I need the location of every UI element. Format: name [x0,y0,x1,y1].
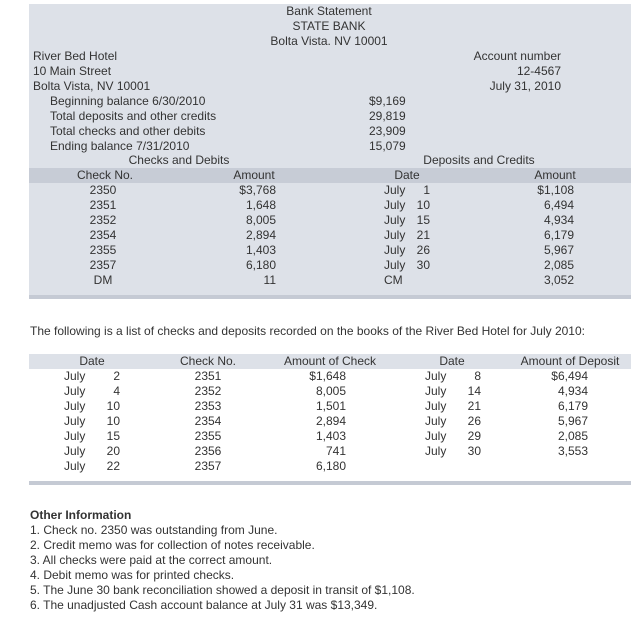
book-check-amount: 2,894 [315,414,346,428]
other-info-item: 6. The unadjusted Cash account balance at July 31 was $13,349. [30,598,378,612]
checks-debits-title: Checks and Debits [128,153,230,167]
book-deposit-day: 21 [467,399,481,413]
check-number: 2351 [89,198,117,212]
check-amount: $3,768 [239,183,276,197]
deposits-credits-amount-column [508,183,574,288]
book-check-date [64,414,124,429]
deposit-amount: 5,967 [543,243,574,257]
deposit-date [384,243,444,258]
book-deposit-amount: 5,967 [557,414,588,428]
book-check-day: 2 [113,369,120,383]
deposit-day: 10 [416,198,430,212]
deposit-date [384,213,444,228]
account-number-label: Account number [473,49,561,63]
deposit-amount: 2,085 [543,258,574,272]
book-deposit-month: July [425,444,447,458]
deposit-month: CM [384,273,403,287]
other-info-item: 2. Credit memo was for collection of notes receivable. [30,538,315,552]
checks-debits-amount-column [208,183,276,288]
book-deposit-month: July [425,369,447,383]
book-check-date [64,429,124,444]
deposit-month: July [384,198,406,212]
book-check-date [64,444,124,459]
books-deposit-date-column [425,369,485,459]
book-deposit-date [425,399,485,414]
deposit-date [384,183,444,198]
books-check-number-column [178,369,238,474]
checks-debits-col-check: Check No. [76,168,134,182]
book-deposit-date [425,384,485,399]
bank-title: Bank Statement [286,4,372,18]
other-info-item: 4. Debit memo was for printed checks. [30,568,235,582]
other-info-item: 5. The June 30 bank reconciliation showed a deposit in transit of $1,108. [30,583,415,597]
book-deposit-day: 14 [467,384,481,398]
book-deposit-day: 8 [474,369,481,383]
deposit-amount: $1,108 [537,183,574,197]
bank-name: STATE BANK [292,19,366,33]
book-deposit-date [425,444,485,459]
account-number: 12-4567 [516,64,561,78]
books-deposit-amount-column [520,369,588,459]
check-number: 2350 [89,183,117,197]
check-number: 2352 [89,213,117,227]
customer-city: Bolta Vista, NV 10001 [33,79,151,93]
other-info-item: 1. Check no. 2350 was outstanding from June. [30,523,278,537]
book-deposit-month: July [425,414,447,428]
check-amount: 1,648 [245,198,276,212]
book-check-day: 10 [106,399,120,413]
check-amount: 1,403 [245,243,276,257]
books-check-amount-column [278,369,346,474]
deposit-month: July [384,183,406,197]
summary-values [369,94,406,154]
summary-label: Total checks and other debits [50,124,206,138]
books-col-amount-deposit: Amount of Deposit [520,354,620,368]
deposits-credits-title: Deposits and Credits [423,153,535,167]
book-check-date [64,459,124,474]
book-check-amount: $1,648 [309,369,346,383]
book-deposit-month: July [425,399,447,413]
book-deposit-date [425,429,485,444]
book-check-date [64,369,124,384]
book-deposit-date [425,369,485,384]
deposit-amount: 6,494 [543,198,574,212]
check-amount: 2,894 [245,228,276,242]
deposit-day: 1 [423,183,430,197]
books-col-deposit-date: Date [439,354,465,368]
deposit-day: 21 [416,228,430,242]
books-col-check-no: Check No. [179,354,237,368]
deposit-date [384,198,444,213]
book-check-month: July [64,369,86,383]
summary-value: 23,909 [369,124,406,138]
deposit-day: 26 [416,243,430,257]
books-separator [29,481,631,485]
summary-value: $9,169 [369,94,406,108]
book-deposit-amount: 3,553 [557,444,588,458]
book-deposit-amount: 2,085 [557,429,588,443]
book-check-month: July [64,459,86,473]
book-check-month: July [64,444,86,458]
deposit-day: 15 [416,213,430,227]
check-amount: 8,005 [245,213,276,227]
deposit-month: July [384,258,406,272]
other-info-title: Other Information [30,508,132,522]
deposit-month: July [384,213,406,227]
book-deposit-day: 26 [467,414,481,428]
deposit-amount: 6,179 [543,228,574,242]
book-check-number: 2356 [194,444,222,458]
summary-label: Ending balance 7/31/2010 [50,139,190,153]
deposit-month: July [384,243,406,257]
book-check-day: 20 [106,444,120,458]
book-check-amount: 6,180 [315,459,346,473]
summary-labels [50,94,216,154]
statement-separator [29,295,631,299]
bank-address: Bolta Vista. NV 10001 [270,34,388,48]
customer-name: River Bed Hotel [33,49,118,63]
book-check-amount: 8,005 [315,384,346,398]
book-check-number: 2352 [194,384,222,398]
book-check-date [64,384,124,399]
summary-label: Beginning balance 6/30/2010 [50,94,206,108]
book-check-date [64,399,124,414]
book-check-number: 2355 [194,429,222,443]
book-check-day: 22 [106,459,120,473]
book-check-month: July [64,414,86,428]
book-deposit-day: 29 [467,429,481,443]
check-number: 2354 [89,228,117,242]
book-check-number: 2351 [194,369,222,383]
check-number: 2355 [89,243,117,257]
book-deposit-amount: 6,179 [557,399,588,413]
deposit-date [384,273,444,288]
book-check-number: 2357 [194,459,222,473]
deposits-credits-col-date: Date [394,168,420,182]
customer-street: 10 Main Street [33,64,112,78]
book-deposit-month: July [425,429,447,443]
deposit-date [384,258,444,273]
deposit-month: July [384,228,406,242]
book-check-day: 4 [113,384,120,398]
book-check-month: July [64,429,86,443]
other-info-item: 3. All checks were paid at the correct amount. [30,553,273,567]
deposit-amount: 3,052 [543,273,574,287]
book-deposit-month: July [425,384,447,398]
book-check-number: 2354 [194,414,222,428]
books-intro-text: The following is a list of checks and deposits recorded on the books of the River Bed Hotel for July 2010: [30,324,585,338]
check-number: DM [93,273,113,287]
book-check-month: July [64,399,86,413]
summary-value: 29,819 [369,109,406,123]
deposits-credits-col-amount: Amount [534,168,576,182]
book-check-amount: 1,403 [315,429,346,443]
book-check-day: 15 [106,429,120,443]
summary-label: Total deposits and other credits [50,109,217,123]
check-amount: 11 [263,273,276,287]
book-deposit-amount: 4,934 [557,384,588,398]
book-check-amount: 1,501 [315,399,346,413]
deposits-credits-date-column [384,183,444,288]
book-check-number: 2353 [194,399,222,413]
book-check-month: July [64,384,86,398]
book-deposit-day: 30 [467,444,481,458]
book-check-amount: 741 [325,444,346,458]
deposit-amount: 4,934 [543,213,574,227]
book-check-day: 10 [106,414,120,428]
books-check-date-column [64,369,124,474]
summary-value: 15,079 [369,139,406,153]
book-deposit-amount: $6,494 [551,369,588,383]
deposit-day: 30 [416,258,430,272]
checks-debits-number-column [73,183,133,288]
books-col-amount-check: Amount of Check [283,354,377,368]
check-number: 2357 [89,258,117,272]
deposit-date [384,228,444,243]
checks-debits-col-amount: Amount [233,168,275,182]
check-amount: 6,180 [245,258,276,272]
book-deposit-date [425,414,485,429]
statement-date: July 31, 2010 [489,79,561,93]
other-info-list [30,523,415,613]
books-col-date: Date [79,354,105,368]
